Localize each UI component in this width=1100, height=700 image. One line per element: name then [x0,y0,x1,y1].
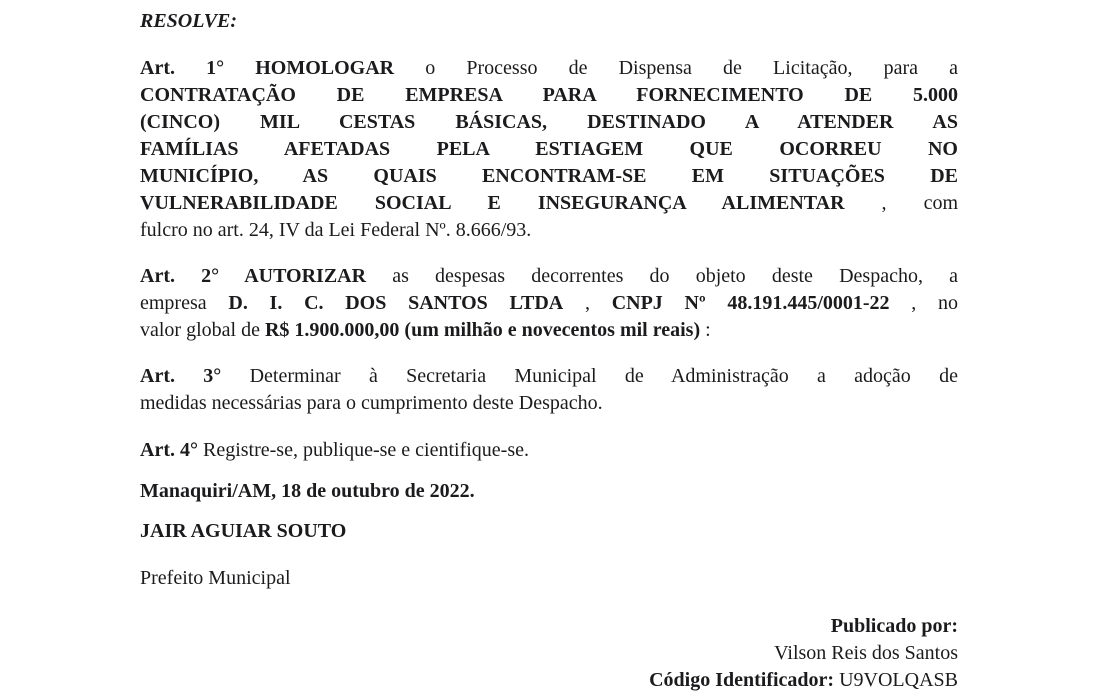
article-1-line-4 [140,136,958,163]
bold-text-segment: Art. 4° [140,439,198,461]
article-3-line-1 [140,363,958,390]
signer-title-line-1 [140,565,958,592]
bold-text-segment: Art. 2° AUTORIZAR [140,265,367,287]
text-segment: valor global de [140,319,265,341]
bold-text-segment: Publicado por: [830,615,958,637]
article-1-line-1 [140,55,958,82]
bold-text-segment: CONTRATAÇÃO DE EMPRESA PARA FORNECIMENTO DE 5.000 [140,84,958,106]
article-2-line-1 [140,263,958,290]
text-segment: empresa [140,292,229,314]
publication-footer-line-3 [140,667,958,694]
text-segment: Prefeito Municipal [140,567,291,589]
article-2 [140,263,958,344]
article-1-line-2 [140,82,958,109]
text-segment: medidas necessárias para o cumprimento deste Despacho. [140,392,603,414]
bold-text-segment: Manaquiri/AM, 18 de outubro de 2022. [140,480,475,502]
text-segment: : [700,319,711,341]
article-1-line-3 [140,109,958,136]
publication-footer [140,613,958,694]
text-segment: Vilson Reis dos Santos [774,642,958,664]
bold-text-segment: R$ 1.900.000,00 (um milhão e novecentos mil reais) [264,319,701,341]
text-segment: U9VOLQASB [834,669,958,691]
text-segment: as despesas decorrentes do objeto deste Despacho, a [366,265,958,287]
article-3-line-2 [140,390,958,417]
place-date [140,478,958,505]
signer-name [140,518,958,545]
bold-text-segment: Art. 1° HOMOLOGAR [140,57,395,79]
article-1-line-6 [140,190,958,217]
bold-text-segment: VULNERABILIDADE SOCIAL E INSEGURANÇA ALIMENTAR [140,192,845,214]
article-1-line-7 [140,217,958,244]
text-segment: Determinar à Secretaria Municipal de Administração a adoção de [221,365,958,387]
resolve-heading-line-1 [140,8,958,35]
publication-footer-line-2 [140,640,958,667]
text-segment: fulcro no art. 24, IV da Lei Federal Nº. 8.666/93. [140,219,532,241]
article-2-line-2 [140,290,958,317]
bold-text-segment: Código Identificador: [649,669,835,691]
article-2-line-3 [140,317,958,344]
text-segment: o Processo de Dispensa de Licitação, para a [394,57,958,79]
article-1-line-5 [140,163,958,190]
publication-footer-line-1 [140,613,958,640]
bold-text-segment: CNPJ Nº 48.191.445/0001-22 [611,292,890,314]
text-segment: , no [889,292,959,314]
article-4-line-1 [140,437,958,464]
bold-text-segment: JAIR AGUIAR SOUTO [140,520,347,542]
signer-name-line-1 [140,518,958,545]
bold-text-segment: FAMÍLIAS AFETADAS PELA ESTIAGEM QUE OCORREU NO [140,138,958,160]
text-segment: , [563,292,612,314]
bold-text-segment: RESOLVE: [140,10,238,32]
place-date-line-1 [140,478,958,505]
article-1 [140,55,958,244]
resolve-heading [140,8,958,35]
text-segment: Registre-se, publique-se e cientifique-se. [197,439,529,461]
article-4 [140,437,958,464]
article-3 [140,363,958,417]
text-segment: , com [844,192,959,214]
signer-title [140,565,958,592]
bold-text-segment: (CINCO) MIL CESTAS BÁSICAS, DESTINADO A ATENDER AS [140,111,958,133]
document-body [140,8,958,694]
bold-text-segment: Art. 3° [140,365,222,387]
bold-text-segment: MUNICÍPIO, AS QUAIS ENCONTRAM-SE EM SITUAÇÕES DE [140,165,958,187]
bold-text-segment: D. I. C. DOS SANTOS LTDA [228,292,564,314]
